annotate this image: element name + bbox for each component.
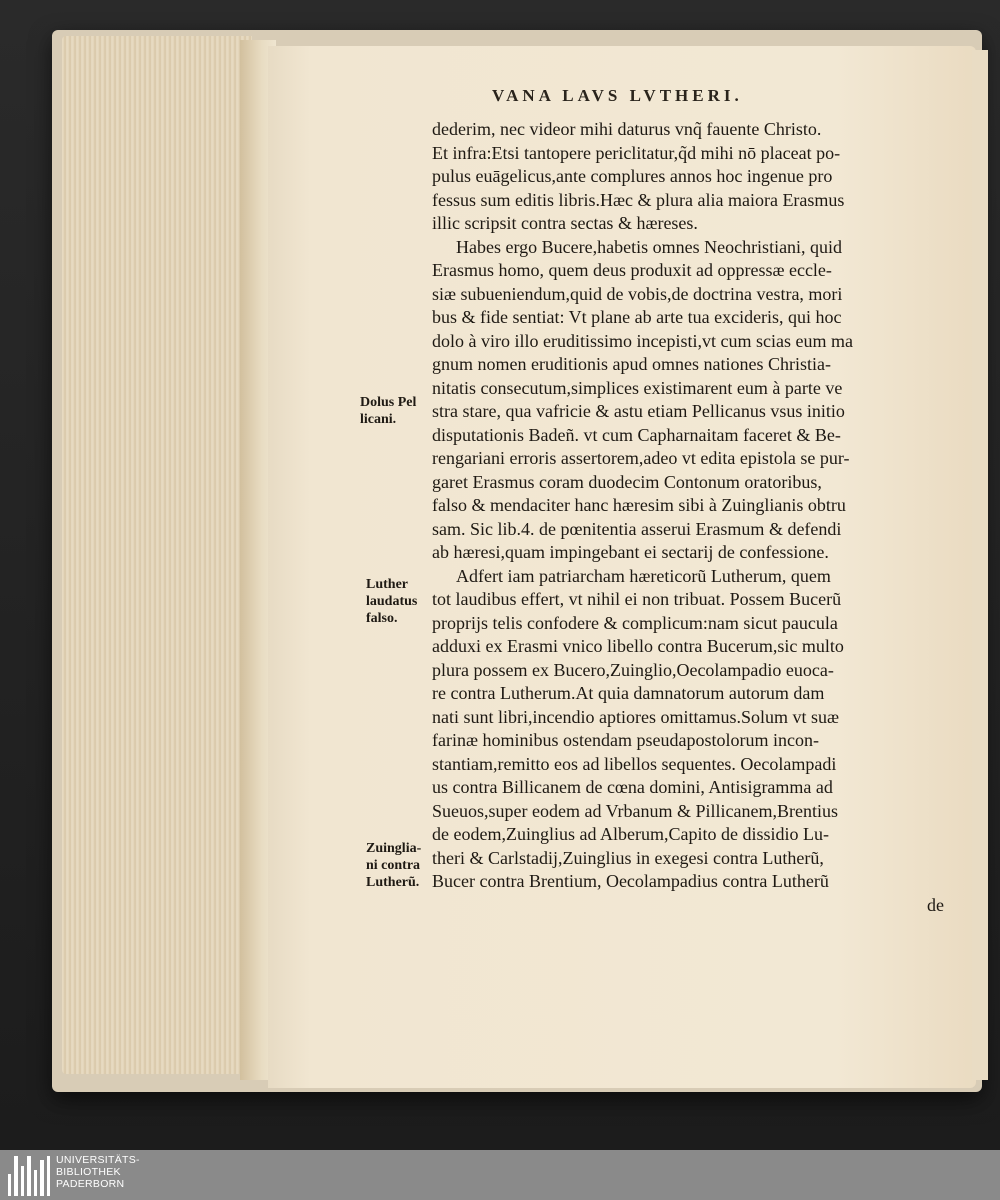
text-line: farinæ hominibus ostendam pseudapostolorum incon- [432, 730, 819, 750]
text-line: dederim, nec videor mihi daturus vnq̃ fauente Christo. [432, 119, 822, 139]
text-line: Adfert iam patriarcham hæreticorũ Lutherum, quem [456, 565, 831, 586]
text-line: Bucer contra Brentium, Oecolampadius contra Lutherũ [432, 871, 829, 891]
margin-note-zuinglia [366, 840, 421, 891]
text-line: rengariani erroris assertorem,adeo vt edita epistola se pur- [432, 448, 850, 468]
page-text [432, 118, 952, 917]
margin-note-line: Dolus Pel [360, 395, 417, 410]
margin-note-line: Zuinglia- [366, 841, 422, 856]
text-line: dolo à viro illo eruditissimo incepisti,vt cum scias eum ma [432, 330, 853, 351]
margin-note-luther [366, 576, 417, 627]
library-name-line: BIBLIOTHEK [56, 1166, 121, 1178]
text-line: proprijs telis confodere & complicum:nam sicut paucula [432, 612, 838, 633]
margin-note-line: licani. [360, 412, 397, 427]
text-line: nati sunt libri,incendio aptiores omittamus.Solum vt suæ [432, 706, 839, 727]
text-line: adduxi ex Erasmi vnico libello contra Bucerum,sic multo [432, 636, 844, 656]
margin-note-line: Luther [366, 577, 408, 592]
library-name-line: PADERBORN [56, 1178, 125, 1190]
library-name [56, 1154, 140, 1190]
margin-note-line: ni contra [366, 858, 421, 873]
text-line: bus & fide sentiat: Vt plane ab arte tua excideris, qui hoc [432, 307, 842, 327]
library-footer [0, 1150, 1000, 1200]
text-line: sam. Sic lib.4. de pœnitentia asserui Erasmum & defendi [432, 518, 842, 539]
next-page-edge [972, 50, 988, 1080]
text-line: fessus sum editis libris.Hæc & plura alia maiora Erasmus [432, 189, 845, 210]
page-edge-stack [62, 36, 252, 1074]
text-line: stantiam,remitto eos ad libellos sequentes. Oecolampadi [432, 753, 837, 774]
text-line: re contra Lutherum.At quia damnatorum autorum dam [432, 683, 825, 703]
text-line: tot laudibus effert, vt nihil ei non tribuat. Possem Bucerũ [432, 589, 842, 609]
catchword: de [927, 894, 944, 915]
text-line: disputationis Badeñ. vt cum Capharnaitam faceret & Be- [432, 424, 841, 445]
library-name-line: UNIVERSITÄTS- [56, 1154, 140, 1166]
text-line: us contra Billicanem de cœna domini, Antisigramma ad [432, 777, 833, 797]
text-line: nitatis consecutum,simplices existimarent eum à parte ve [432, 377, 843, 398]
text-line: siæ subueniendum,quid de vobis,de doctrina vestra, mori [432, 283, 843, 304]
text-line: Habes ergo Bucere,habetis omnes Neochristiani, quid [456, 236, 843, 257]
text-line: pulus euāgelicus,ante complures annos hoc ingenue pro [432, 166, 833, 186]
margin-note-line: laudatus [366, 594, 418, 609]
margin-note-line: Lutherũ. [366, 875, 420, 890]
text-line: Et infra:Etsi tantopere periclitatur,q̃d mihi nō placeat po- [432, 142, 841, 163]
text-line: ab hæresi,quam impingebant ei sectarij de confessione. [432, 542, 829, 562]
text-line: theri & Carlstadij,Zuinglius in exegesi contra Lutherũ, [432, 847, 824, 868]
text-line: Erasmus homo, quem deus produxit ad oppressæ eccle- [432, 260, 832, 280]
library-logo-icon [8, 1156, 50, 1196]
margin-note-dolus [360, 394, 416, 428]
text-line: garet Erasmus coram duodecim Contonum oratoribus, [432, 471, 822, 492]
text-line: de eodem,Zuinglius ad Alberum,Capito de dissidio Lu- [432, 824, 829, 844]
text-line: gnum nomen eruditionis apud omnes nationes Christia- [432, 354, 831, 374]
margin-note-line: falso. [366, 611, 398, 626]
text-line: Sueuos,super eodem ad Vrbanum & Pillicanem,Brentius [432, 800, 839, 821]
text-line: plura possem ex Bucero,Zuinglio,Oecolampadio euoca- [432, 659, 834, 680]
text-line: stra stare, qua vafricie & astu etiam Pellicanus vsus initio [432, 401, 845, 421]
running-head: VANA LAVS LVTHERI. [492, 86, 743, 105]
text-line: falso & mendaciter hanc hæresim sibi à Zuinglianis obtru [432, 495, 846, 515]
text-line: illic scripsit contra sectas & hæreses. [432, 213, 698, 233]
